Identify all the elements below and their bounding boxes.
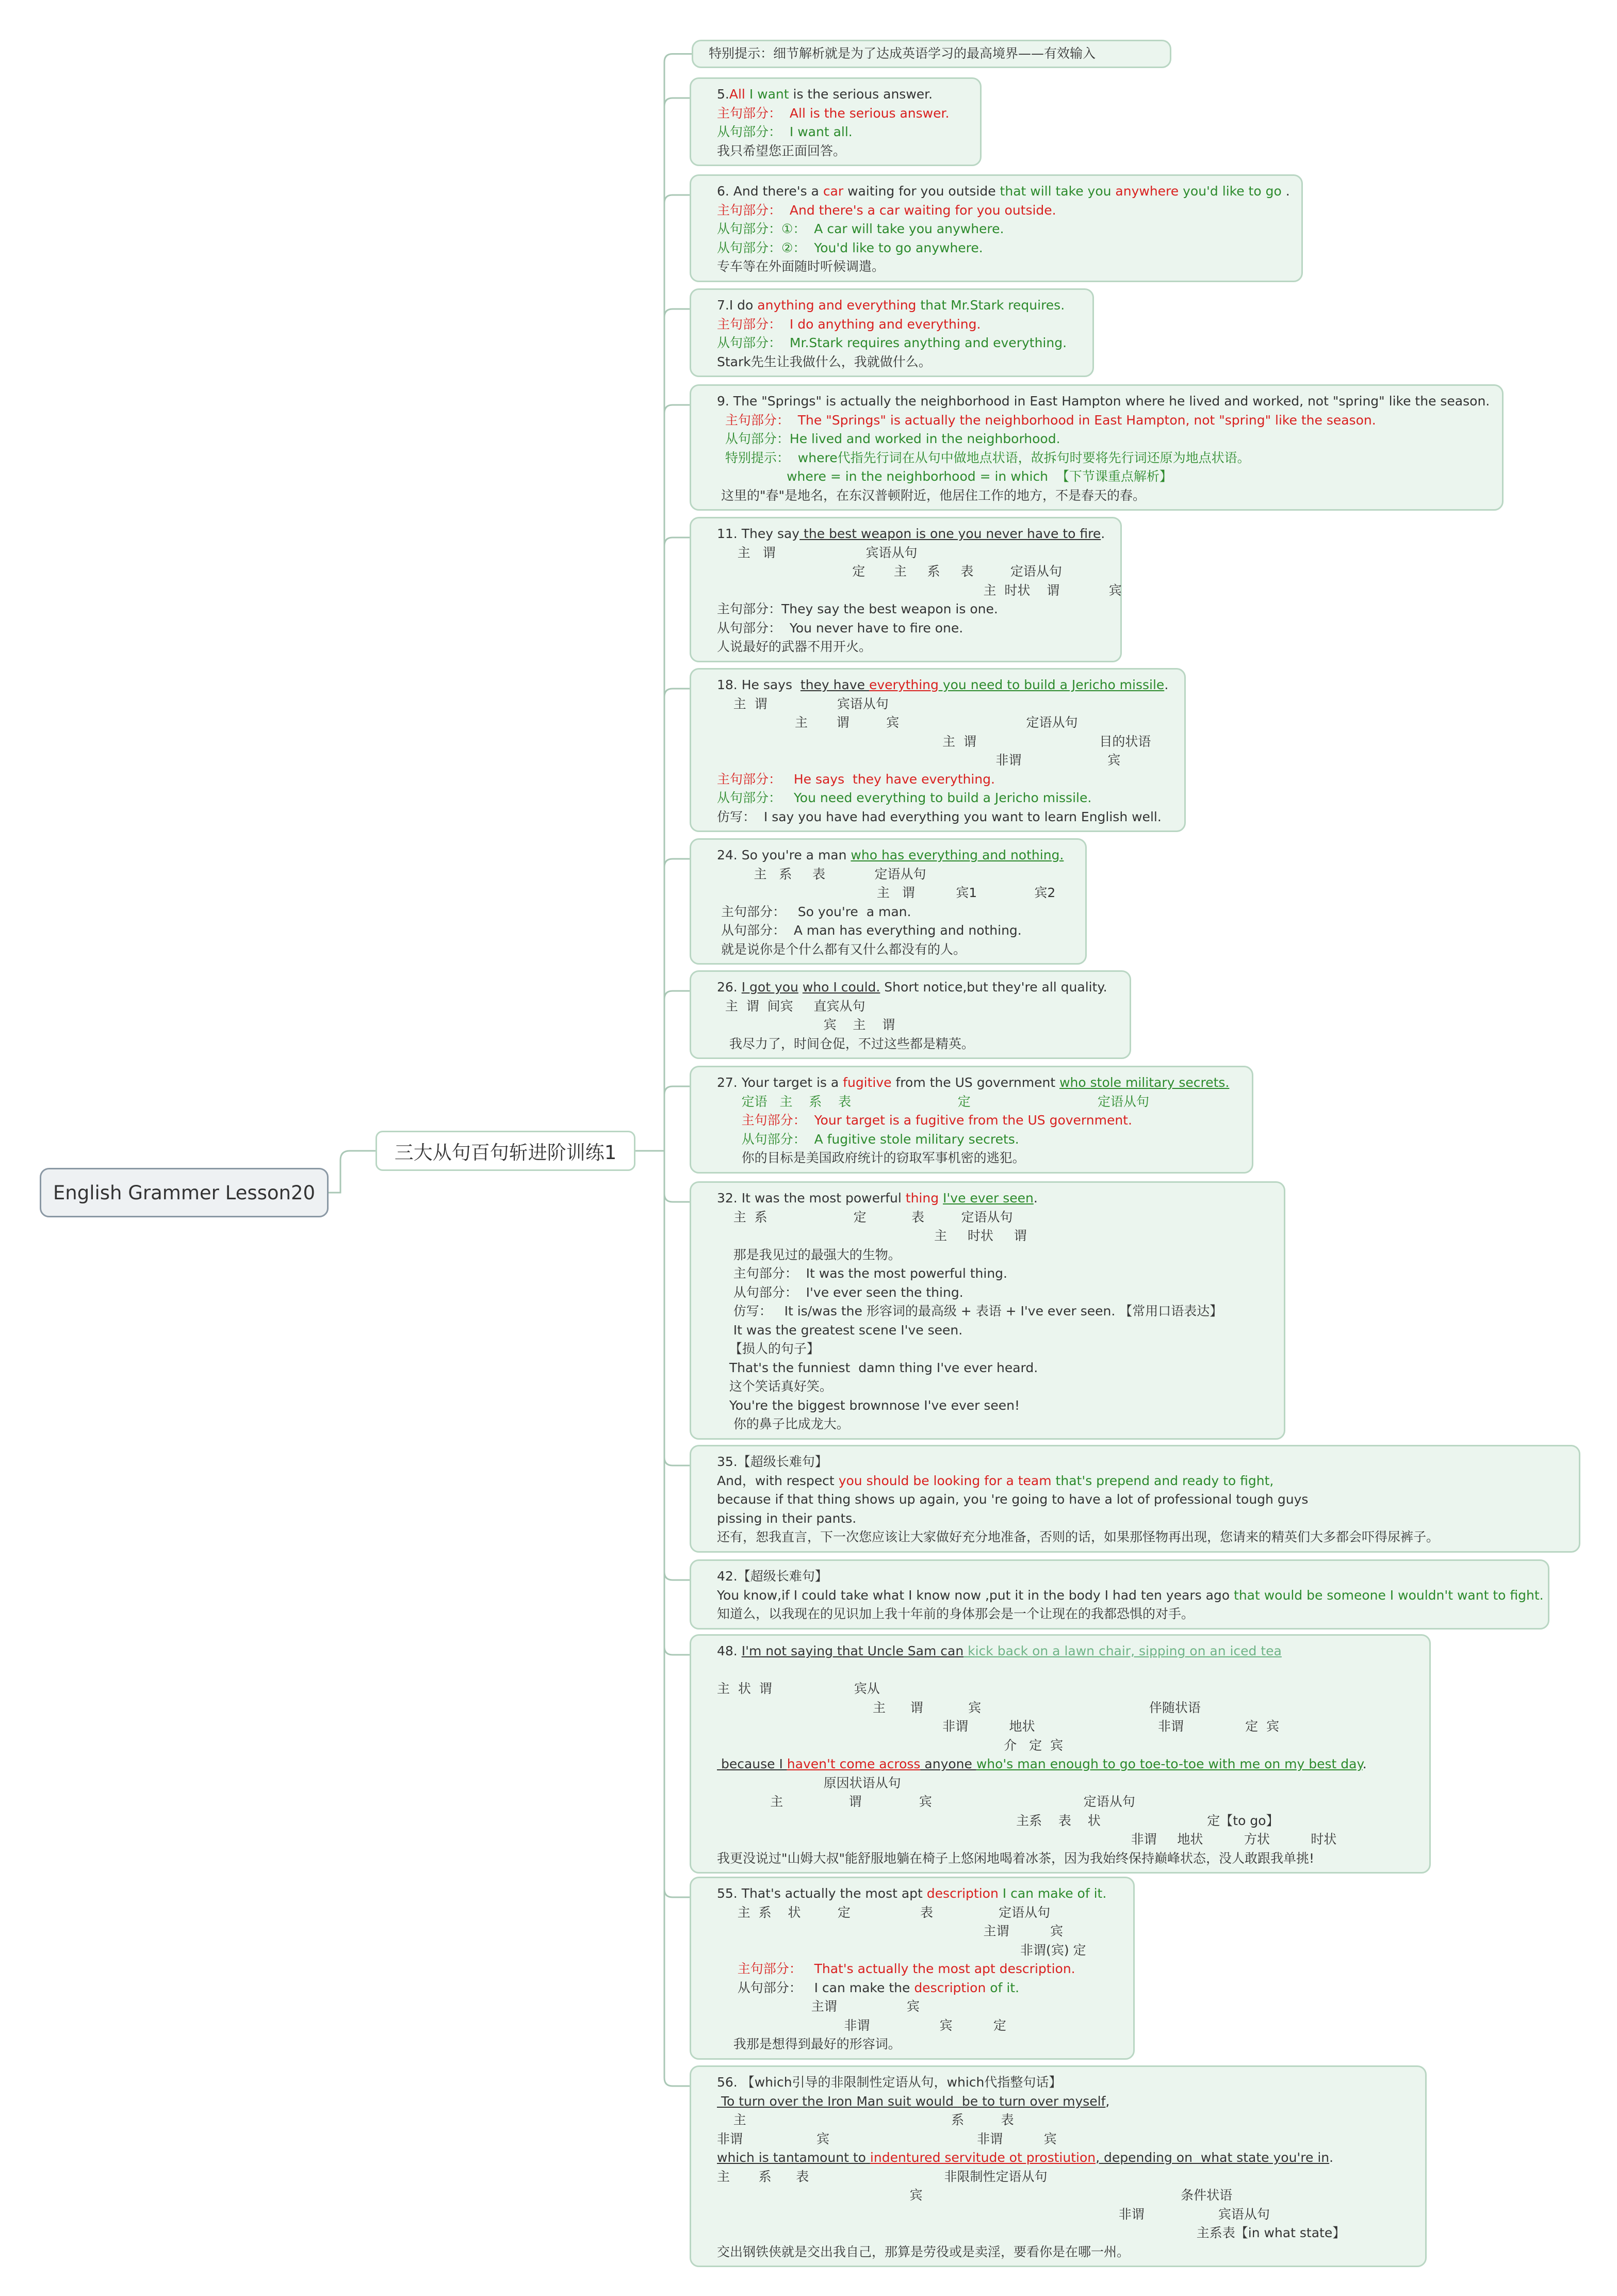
text-run: anything and everything [757, 298, 917, 313]
text-run: 主句部分： All is the serious answer. [717, 105, 950, 121]
note-line [717, 562, 1113, 581]
note-line [717, 1359, 1277, 1378]
note-line [717, 296, 1085, 315]
text-run: they have [800, 677, 869, 692]
note-line [717, 1302, 1277, 1321]
text-run: Short notice,but they're all quality. [880, 980, 1107, 995]
text-run: 9. The "Springs" is actually the neighborhood in East Hampton where he lived and worked, not "spring" like the season. [717, 394, 1490, 409]
text-run: . [1362, 1756, 1367, 1771]
root-topic-label: English Grammer Lesson20 [53, 1181, 316, 1204]
note-line [717, 1453, 1572, 1472]
text-run: 从句部分： Mr.Stark requires anything and everything. [717, 335, 1067, 350]
text-run: 主句部分： That's actually the most apt description. [717, 1961, 1075, 1976]
text-run: 从句部分： A man has everything and nothing. [717, 923, 1022, 938]
text-run: that's prepend and ready to fight, [1051, 1473, 1274, 1488]
note-line [717, 2186, 1418, 2205]
note-42[interactable] [690, 1559, 1549, 1630]
note-line [717, 2205, 1418, 2224]
note-line [717, 544, 1113, 563]
text-run: 27. Your target is a [717, 1075, 843, 1090]
text-run: description [914, 1980, 986, 1995]
text-run: who I could. [802, 980, 880, 995]
note-tip[interactable] [692, 40, 1171, 68]
note-line [717, 315, 1085, 334]
text-run: description [926, 1886, 999, 1901]
text-run: 主 时状 谓 [717, 1228, 1027, 1243]
text-run: 【损人的句子】 [717, 1341, 820, 1356]
text-run: 知道么，以我现在的见识加上我十年前的身体那会是一个让现在的我都恐惧的对手。 [717, 1606, 1195, 1621]
text-run: the best weapon is one you never have to fire [799, 526, 1101, 541]
text-run: 主句部分： So you're a man. [717, 904, 911, 919]
text-run: from the US government [891, 1075, 1060, 1090]
note-line [717, 1111, 1245, 1130]
branch-connector [664, 1151, 690, 2086]
text-run: 主系 表 状 定【to go】 [717, 1813, 1279, 1828]
note-line [717, 2111, 1418, 2130]
note-line [717, 1283, 1277, 1302]
text-run: That's the funniest damn thing I've ever heard. [717, 1360, 1038, 1375]
note-line [717, 1849, 1422, 1868]
text-run: 主 谓 宾 伴随状语 [717, 1700, 1201, 1715]
note-line [717, 334, 1085, 353]
note-line [717, 2168, 1418, 2187]
note-27[interactable] [690, 1066, 1253, 1174]
text-run: 非谓 宾 定 [717, 2017, 1006, 2033]
note-line [717, 1774, 1422, 1793]
note-11[interactable] [690, 517, 1122, 662]
text-run: 专车等在外面随时听候调遣。 [717, 259, 885, 274]
note-line [717, 411, 1495, 430]
text-run: 主句部分： Your target is a fugitive from the US government. [717, 1113, 1132, 1128]
note-line [717, 449, 1495, 468]
text-run: 就是说你是个什么都有又什么都没有的人。 [717, 941, 966, 957]
text-run: 主 系 表 定语从句 [717, 866, 926, 882]
text-run: is the serious answer. [789, 87, 933, 102]
text-run: 还有，恕我直言，下一次您应该让大家做好充分地准备，否则的话，如果那怪物再出现，您请来的精英们大多都会吓得尿裤子。 [717, 1529, 1440, 1544]
text-run: 宾 主 谓 [717, 1017, 895, 1032]
text-run: 仿写： It is/was the 形容词的最高级 + 表语 + I've ever seen. 【常用口语表达】 [717, 1304, 1223, 1318]
text-run: I can make of it. [998, 1886, 1107, 1901]
note-line [717, 1340, 1277, 1359]
branch-connector [664, 859, 690, 1151]
note-line [717, 1922, 1126, 1941]
main-topic-label: 三大从句百句斩进阶训练1 [394, 1142, 617, 1164]
note-line [709, 44, 1163, 63]
text-run: car [823, 184, 844, 199]
text-run: that would be someone I wouldn't want to fight. [1234, 1587, 1544, 1603]
note-line [717, 940, 1078, 959]
text-run: You know,if I could take what I know now ,put it in the body I had ten years ago [717, 1587, 1234, 1603]
text-run: you need to build a Jericho missile [938, 677, 1165, 692]
text-run: which is tantamount to [717, 2150, 870, 2165]
text-run: 32. It was the most powerful [717, 1191, 906, 1206]
note-48[interactable] [690, 1634, 1431, 1874]
text-run: 从句部分：He lived and worked in the neighborhood. [717, 431, 1060, 446]
text-run: 主 系 表 [717, 2112, 1014, 2127]
note-line [717, 2148, 1418, 2168]
branch-connector [664, 1151, 690, 1465]
text-run: . [1101, 526, 1105, 541]
text-run: 我尽力了，时间仓促，不过这些都是精英。 [717, 1036, 974, 1051]
note-line [717, 1130, 1245, 1149]
branch-connector [664, 538, 690, 1151]
note-line [717, 1642, 1422, 1661]
note-18[interactable] [690, 668, 1186, 832]
text-run: I'm not saying [741, 1643, 833, 1658]
text-run: . [1033, 1191, 1038, 1206]
text-run: anywhere [1115, 184, 1179, 199]
text-run: who's man enough to go toe-to-toe with me on my best day [976, 1756, 1363, 1771]
note-5[interactable] [690, 77, 982, 166]
text-run: 人说最好的武器不用开火。 [717, 639, 872, 654]
note-line [717, 1661, 1422, 1680]
text-run: 定语 主 系 表 定 定语从句 [717, 1094, 1150, 1109]
note-line [717, 676, 1177, 695]
note-line [717, 978, 1122, 997]
text-run: thing [905, 1191, 939, 1206]
note-line [717, 1567, 1541, 1586]
text-run: 35.【超级长难句】 [717, 1454, 828, 1469]
note-56[interactable] [690, 2065, 1427, 2267]
note-line [717, 182, 1294, 201]
root-to-topic-connector [329, 1151, 375, 1193]
note-line [717, 865, 1078, 884]
note-line [717, 846, 1078, 865]
note-line [717, 903, 1078, 922]
note-line [717, 1755, 1422, 1774]
text-run: 主句部分： I do anything and everything. [717, 316, 981, 332]
note-line [717, 525, 1113, 544]
text-run: 你的鼻子比成龙大。 [717, 1416, 850, 1431]
text-run [798, 980, 803, 995]
branch-connector [664, 1151, 690, 1580]
text-run: , [1105, 2093, 1110, 2109]
note-35[interactable] [690, 1445, 1580, 1553]
text-run: , depending on what state you're in [1096, 2150, 1330, 2165]
note-line [717, 1016, 1122, 1035]
text-run: because if that thing shows up again, you 're going to have a lot of professional tough guys [717, 1492, 1309, 1507]
note-line [717, 467, 1495, 486]
note-line [717, 638, 1113, 657]
text-run: 从句部分：①： A car will take you anywhere. [717, 221, 1004, 236]
text-run: 42.【超级长难句】 [717, 1569, 828, 1584]
text-run: anyone [920, 1756, 976, 1771]
text-run: 主系表【in what state】 [717, 2225, 1346, 2240]
note-line [717, 2073, 1418, 2092]
text-run: 交出钢铁侠就是交出我自己，那算是劳役或是卖淫，要看你是在哪一州。 [717, 2244, 1130, 2259]
text-run: 宾 条件状语 [717, 2188, 1233, 2203]
text-run: you should be looking for a team [838, 1473, 1052, 1488]
text-run: 主 系 状 定 表 定语从句 [717, 1904, 1051, 1920]
note-32[interactable] [690, 1181, 1285, 1440]
text-run: who has everything and nothing. [851, 848, 1064, 862]
note-line [717, 392, 1495, 411]
note-line [717, 1979, 1126, 1998]
note-line [717, 1149, 1245, 1168]
note-line [717, 770, 1177, 789]
text-run: 主 谓 宾语从句 [717, 696, 889, 711]
branch-connector [664, 195, 690, 1151]
text-run: fugitive [843, 1075, 892, 1090]
text-run: 定 主 系 表 定语从句 [717, 564, 1062, 579]
text-run: I've ever seen [943, 1191, 1034, 1206]
text-run: where = in the neighborhood = in which 【下节课重点解析】 [717, 469, 1172, 484]
text-run: 主句部分： And there's a car waiting for you outside. [717, 202, 1056, 218]
text-run: 24. So you're a man [717, 848, 851, 862]
note-line [717, 789, 1177, 808]
text-run: I got you [741, 980, 798, 995]
text-run: 非谓 宾 [717, 753, 1121, 768]
text-run: that Mr.Stark requires. [916, 298, 1065, 313]
note-line [717, 600, 1113, 619]
note-line [717, 1812, 1422, 1831]
note-line [717, 1246, 1277, 1265]
text-run: . [1281, 184, 1290, 199]
note-line [717, 1960, 1126, 1979]
text-run: 那是我见过的最强大的生物。 [717, 1247, 901, 1262]
note-55[interactable] [690, 1877, 1135, 2060]
note-24[interactable] [690, 838, 1087, 965]
text-run: 从句部分： A fugitive stole military secrets. [717, 1131, 1019, 1147]
text-run: everything [869, 677, 939, 692]
note-line [717, 1396, 1277, 1415]
root-topic[interactable] [40, 1168, 329, 1217]
note-line [717, 619, 1113, 638]
note-line [717, 1699, 1422, 1718]
branch-connector [664, 1151, 690, 1897]
note-line [717, 1208, 1277, 1227]
text-run: 5. [717, 87, 729, 102]
text-run: 7.I do [717, 298, 758, 313]
note-line [717, 486, 1495, 506]
text-run: 55. That's actually the most apt [717, 1886, 927, 1901]
text-run: indentured servitude ot prostiution [870, 2150, 1096, 2165]
note-line [717, 1509, 1572, 1528]
text-run: 主 谓 目的状语 [717, 734, 1151, 749]
branch-connector [664, 98, 690, 1151]
text-run: And，with respect [717, 1473, 839, 1488]
text-run: of it. [986, 1980, 1020, 1995]
text-run: Stark先生让我做什么，我就做什么。 [717, 354, 932, 369]
note-line [717, 257, 1294, 276]
text-run: 我那是想得到最好的形容词。 [717, 2037, 901, 2051]
note-line [717, 1903, 1126, 1923]
text-run: 主句部分：They say the best weapon is one. [717, 601, 998, 616]
note-line [717, 581, 1122, 600]
note-line [717, 1997, 1126, 2016]
note-line [717, 201, 1294, 220]
text-run: haven't come across [787, 1756, 921, 1771]
text-run: 非谓(宾) 定 [717, 1942, 1086, 1958]
note-line [717, 2016, 1126, 2036]
text-run: that will take you [1000, 184, 1116, 199]
text-run: 介 定 宾 [717, 1737, 1064, 1753]
text-run: 这个笑话真好笑。 [717, 1379, 832, 1394]
main-topic[interactable] [375, 1131, 635, 1171]
text-run: 我只希望您正面回答。 [717, 143, 846, 158]
text-run: 从句部分： You need everything to build a Jericho missile. [717, 790, 1092, 805]
text-run: 主谓 宾 [717, 1924, 1064, 1939]
text-run: 主 时状 谓 宾 [717, 582, 1122, 598]
text-run: 主 谓 宾 定语从句 [717, 1794, 1135, 1809]
text-run: 主谓 宾 [717, 1999, 920, 2014]
text-run: 从句部分： I can make the [717, 1980, 914, 1995]
note-line [717, 1717, 1422, 1736]
branch-connector [664, 54, 692, 1151]
note-line [717, 1264, 1277, 1283]
note-line [717, 123, 973, 142]
text-run: 从句部分： I've ever seen the thing. [717, 1284, 963, 1300]
text-run: 原因状语从句 [717, 1775, 901, 1790]
text-run: . [1164, 677, 1169, 692]
note-line [717, 2130, 1418, 2149]
text-run: you'd like to go [1179, 184, 1282, 199]
branch-connector [664, 991, 690, 1151]
text-run: 6. And there's a [717, 184, 823, 199]
note-line [717, 1377, 1277, 1396]
text-run: waiting for you outside [843, 184, 1000, 199]
text-run: 主 谓 宾语从句 [717, 545, 918, 560]
note-line [717, 1227, 1277, 1246]
text-run: 48. [717, 1643, 742, 1658]
note-line [717, 695, 1177, 714]
text-run: because I [717, 1756, 787, 1771]
note-line [717, 1884, 1126, 1903]
note-line [717, 1472, 1572, 1491]
note-line [717, 713, 1177, 732]
note-line [717, 1605, 1541, 1624]
text-run: 从句部分： I want all. [717, 124, 853, 139]
note-9[interactable] [690, 384, 1504, 511]
note-line [717, 85, 973, 104]
note-line [717, 732, 1177, 752]
note-line [717, 1321, 1277, 1340]
note-line [717, 1093, 1245, 1112]
text-run: that Uncle Sam can [832, 1643, 964, 1658]
note-line [717, 1793, 1422, 1812]
note-7[interactable] [690, 288, 1094, 377]
text-run: 主 谓 宾1 宾2 [717, 885, 1056, 900]
note-line [717, 239, 1294, 258]
text-run: 特别提示： where代指先行词在从句中做地点状语，故拆句时要将先行词还原为地点状语。 [717, 450, 1250, 465]
text-run: who stole military secrets. [1059, 1075, 1230, 1090]
note-line [717, 220, 1294, 239]
text-run: 主 状 谓 宾从 [717, 1681, 880, 1696]
note-line [717, 353, 1085, 372]
text-run: You're the biggest brownnose I've ever seen! [717, 1397, 1020, 1413]
text-run: 非谓 宾语从句 [717, 2206, 1270, 2222]
text-run: 主 谓 宾 定语从句 [717, 715, 1078, 730]
note-line [717, 2224, 1418, 2243]
branch-connector [664, 689, 690, 1151]
text-run [939, 1191, 943, 1206]
text-run: 18. He says [717, 677, 801, 692]
text-run: 你的目标是美国政府统计的窃取军事机密的逃犯。 [717, 1150, 1025, 1165]
note-line [717, 1415, 1277, 1434]
text-run: 从句部分： You never have to fire one. [717, 620, 963, 636]
text-run: would [911, 2093, 958, 2109]
text-run: 主句部分： The "Springs" is actually the neighborhood in East Hampton, not "spring" like the season. [717, 412, 1376, 428]
note-line [717, 1189, 1277, 1208]
text-run: 非谓 地状 方状 时状 [717, 1832, 1337, 1847]
text-run: be to turn over myself [957, 2093, 1106, 2109]
branch-connector [664, 405, 690, 1151]
text-run: 11. They say [717, 526, 800, 541]
note-line [717, 1941, 1126, 1960]
note-line [717, 1528, 1572, 1547]
note-line [717, 2092, 1418, 2111]
branch-connector [664, 1151, 690, 1202]
note-line [717, 921, 1078, 940]
note-line [717, 884, 1078, 903]
note-line [717, 1073, 1245, 1093]
text-run: 26. [717, 980, 742, 995]
text-run: kick back on a lawn chair, sipping on an iced tea [963, 1643, 1282, 1658]
text-run: 主句部分： He says they have everything. [717, 771, 995, 787]
text-run: 非谓 宾 非谓 宾 [717, 2131, 1057, 2146]
text-run: 我更没说过"山姆大叔"能舒服地躺在椅子上悠闲地喝着冰茶，因为我始终保持巅峰状态，没人敢跟我单挑! [717, 1850, 1315, 1866]
text-run: To turn over the Iron Man suit [717, 2093, 911, 2109]
text-run: 主 谓 间宾 直宾从句 [717, 998, 865, 1014]
note-line [717, 1586, 1544, 1605]
note-line [717, 1736, 1422, 1755]
text-run: I want [749, 87, 789, 102]
text-run: 56. 【which引导的非限制性定语从句，which代指整句话】 [717, 2075, 1062, 2090]
note-line [717, 1490, 1572, 1509]
text-run: 从句部分：②： You'd like to go anywhere. [717, 240, 983, 255]
text-run: 仿写： I say you have had everything you want to learn English well. [717, 809, 1162, 824]
note-line [717, 2035, 1126, 2054]
text-run: 这里的"春"是地名，在东汉普顿附近，他居住工作的地方，不是春天的春。 [717, 487, 1146, 503]
note-line [717, 751, 1177, 770]
text-run: 非谓 地状 非谓 定 宾 [717, 1719, 1280, 1734]
text-run: It was the greatest scene I've seen. [717, 1322, 963, 1338]
note-line [717, 997, 1122, 1016]
note-line [717, 104, 973, 123]
note-line [717, 2243, 1418, 2262]
branch-connector [664, 1086, 690, 1151]
text-run: pissing in their pants. [717, 1510, 857, 1526]
note-26[interactable] [690, 970, 1131, 1059]
note-line [717, 142, 973, 161]
branch-connector [664, 309, 690, 1151]
text-run: . [1329, 2150, 1334, 2165]
note-line [717, 1035, 1122, 1054]
text-run: All [729, 87, 749, 102]
text-run: 特别提示：细节解析就是为了达成英语学习的最高境界——有效输入 [709, 46, 1096, 61]
note-line [717, 808, 1177, 827]
text-run: 主句部分： It was the most powerful thing. [717, 1266, 1008, 1281]
note-6[interactable] [690, 174, 1303, 282]
text-run: 主 系 定 表 定语从句 [717, 1209, 1013, 1225]
note-line [717, 430, 1495, 449]
note-line [717, 1830, 1422, 1849]
note-line [717, 1680, 1422, 1699]
text-run: 主 系 表 非限制性定语从句 [717, 2169, 1048, 2184]
